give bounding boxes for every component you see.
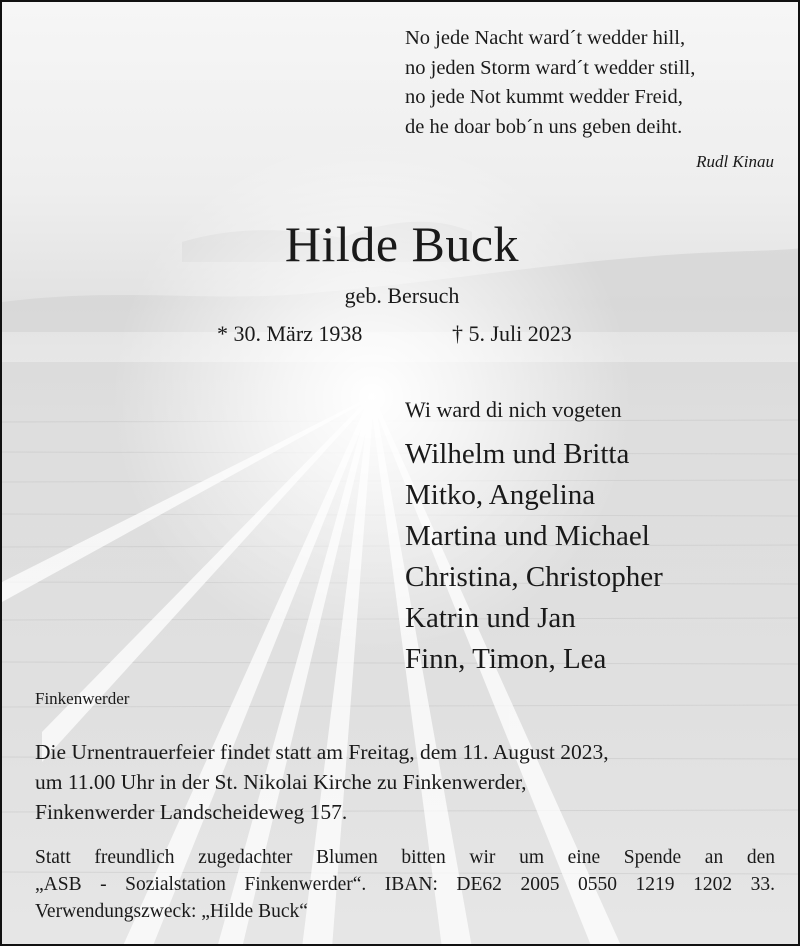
poem-line: de he doar bob´n uns geben deiht.	[405, 115, 683, 138]
poem	[405, 24, 695, 142]
donation-line: Verwendungszweck: „Hilde Buck“	[35, 901, 308, 922]
place-name: Finkenwerder	[35, 689, 130, 708]
farewell-line: Wi ward di nich vogeten	[405, 397, 622, 422]
mourner: Wilhelm und Britta	[405, 438, 630, 470]
donation-info	[35, 844, 775, 925]
poem-line: no jeden Storm ward´t wedder still,	[405, 56, 696, 79]
donation-line: „ASB - Sozialstation Finkenwerder“. IBAN: DE62 2005 0550 1219 1202 33.	[35, 874, 775, 895]
service-line: Finkenwerder Landscheideweg 157.	[35, 800, 348, 824]
mourner: Christina, Christopher	[405, 561, 663, 593]
service-line: Die Urnentrauerfeier findet statt am Freitag, dem 11. August 2023,	[35, 740, 609, 764]
service-line: um 11.00 Uhr in der St. Nikolai Kirche zu Finkenwerder,	[35, 770, 527, 794]
death-date: † 5. Juli 2023	[452, 321, 572, 346]
service-info	[35, 737, 609, 827]
mourner: Finn, Timon, Lea	[405, 643, 607, 675]
mourners-list	[405, 434, 663, 680]
birth-date: * 30. März 1938	[217, 321, 363, 346]
donation-line: Statt freundlich zugedachter Blumen bitten wir um eine Spende an den	[35, 847, 775, 868]
mourner: Mitko, Angelina	[405, 479, 596, 511]
mourner: Katrin und Jan	[405, 602, 576, 634]
poem-line: no jede Not kummt wedder Freid,	[405, 86, 683, 108]
maiden-name: geb. Bersuch	[344, 283, 460, 308]
deceased-name: Hilde Buck	[284, 216, 520, 272]
poem-line: No jede Nacht ward´t wedder hill,	[405, 27, 686, 49]
mourner: Martina und Michael	[405, 520, 650, 552]
poem-author: Rudl Kinau	[696, 152, 774, 171]
